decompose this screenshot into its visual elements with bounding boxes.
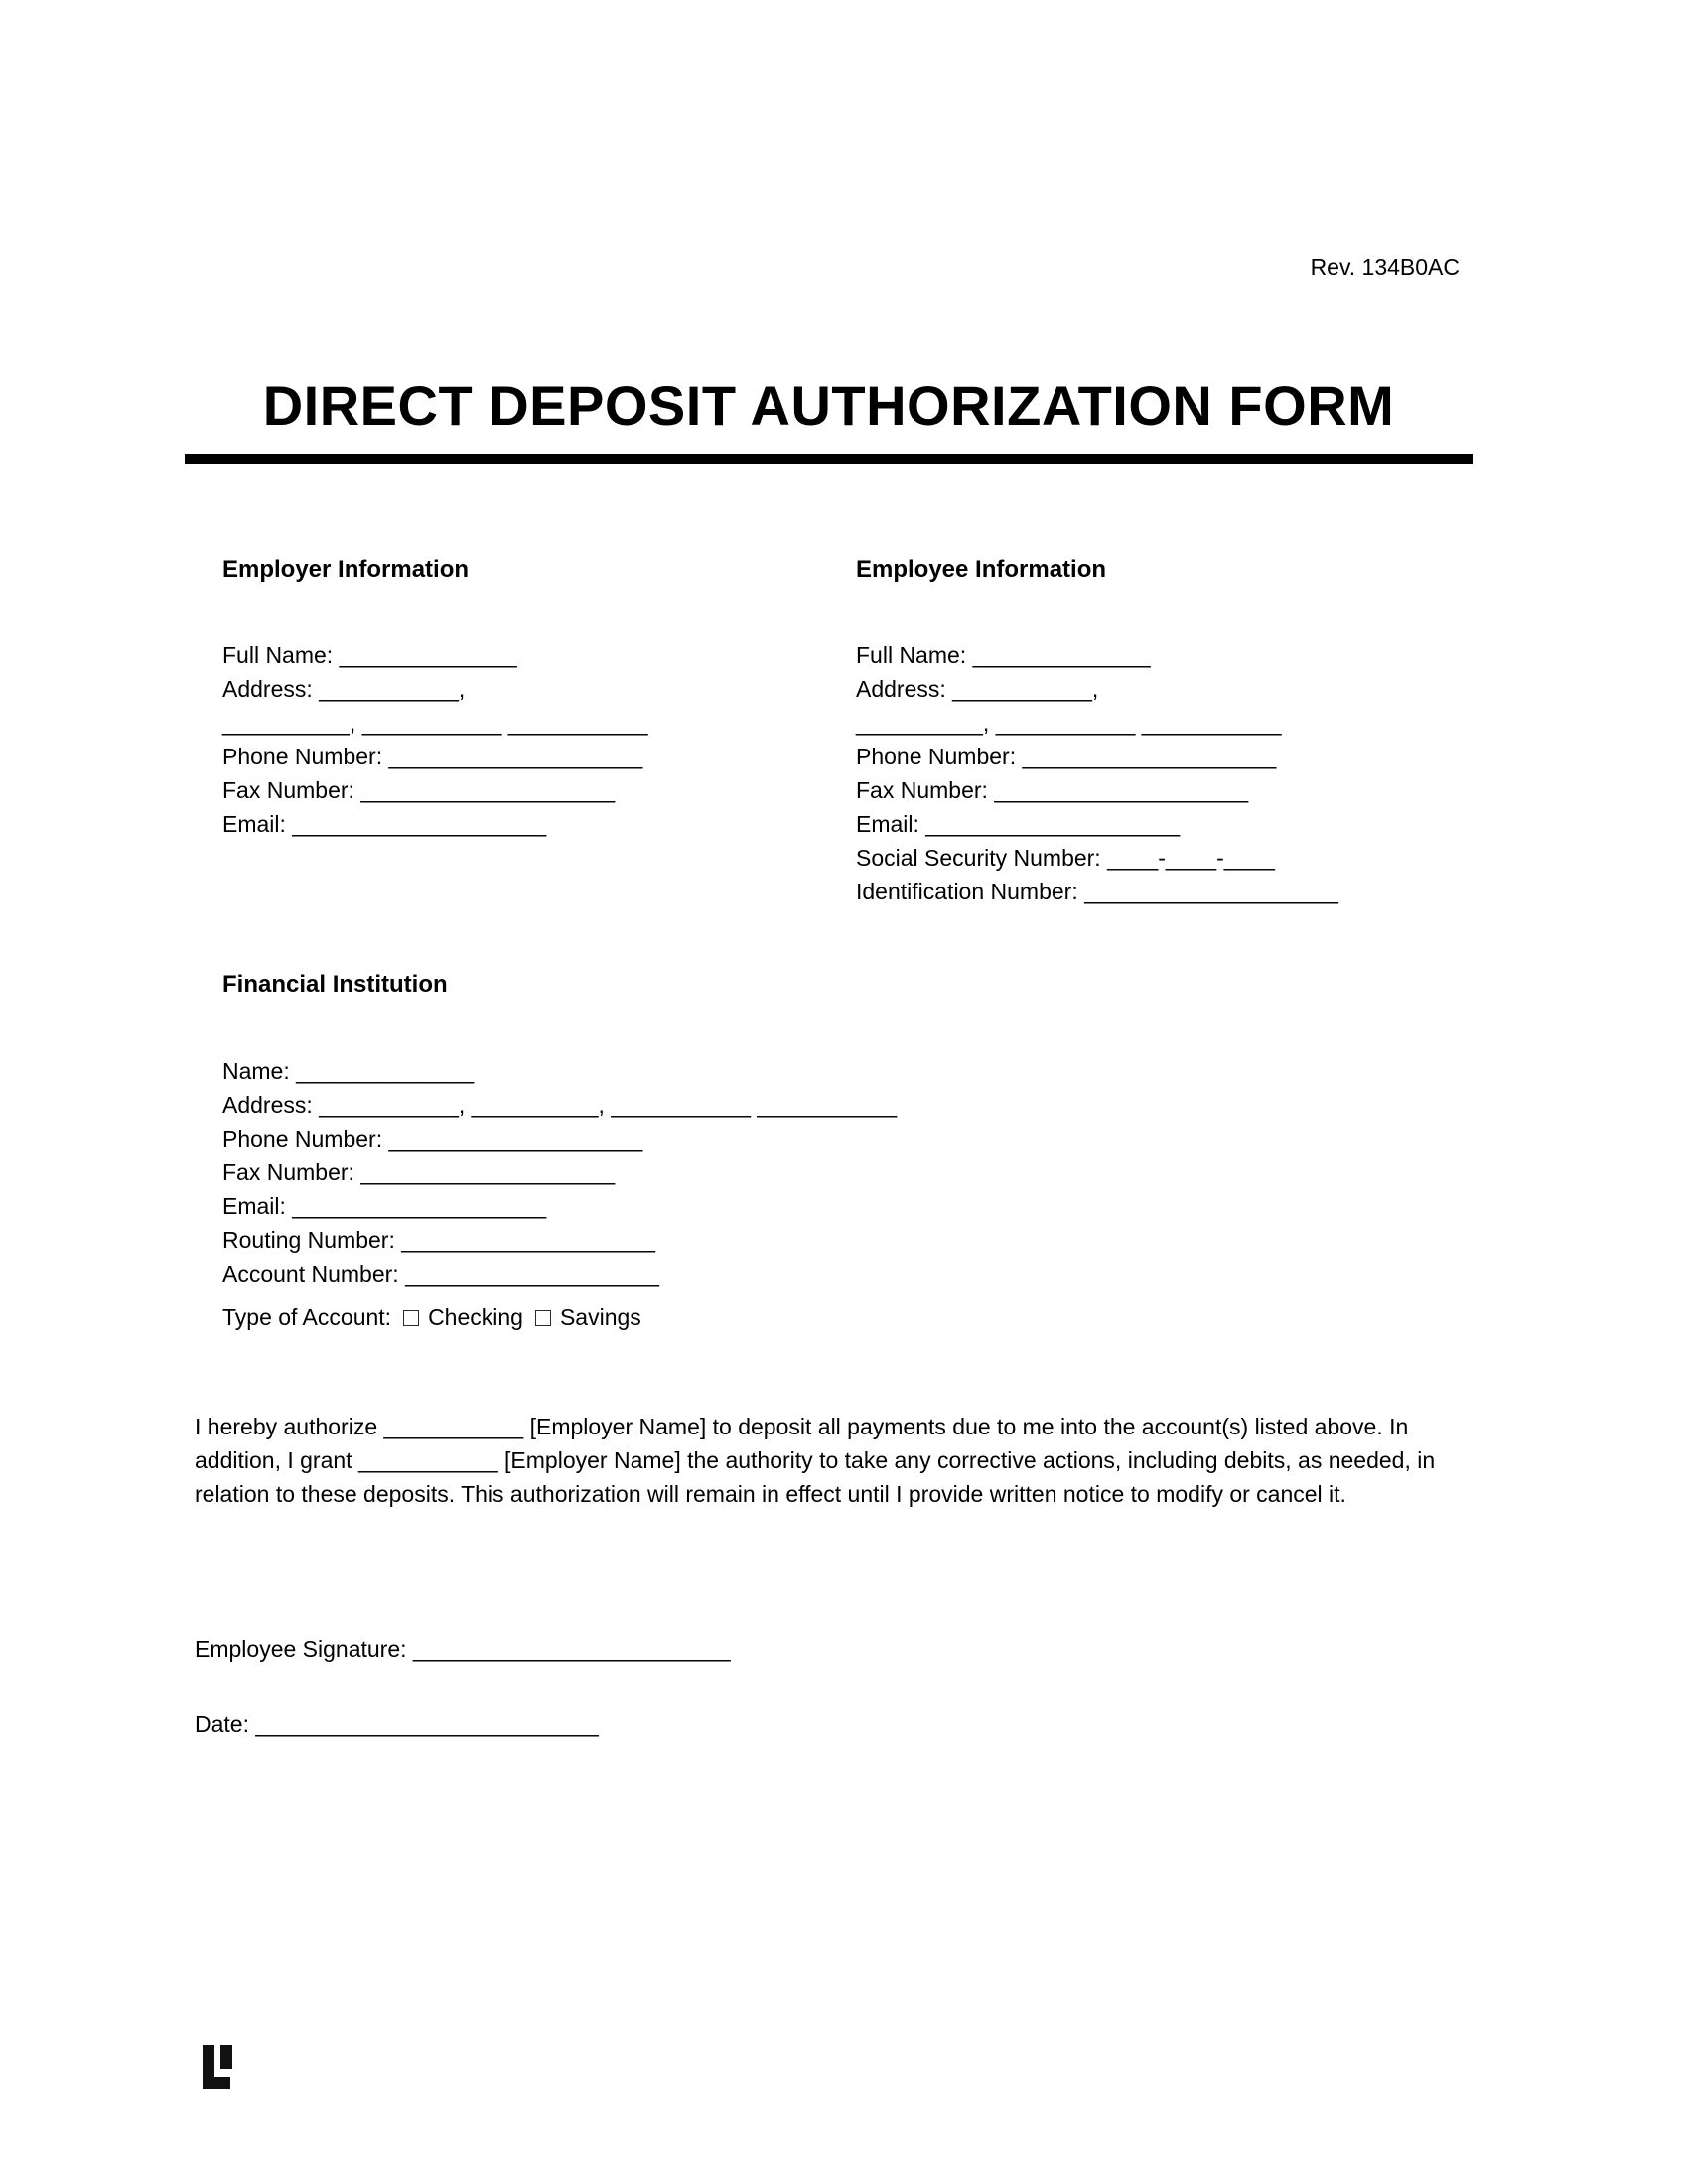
financial-email-line: Email: ____________________	[222, 1193, 547, 1219]
checking-option-label: Checking	[428, 1304, 523, 1330]
employee-info-block	[856, 638, 1338, 908]
employer-info-block	[222, 638, 648, 841]
document-header	[185, 373, 1473, 464]
financial-routing-number-line: Routing Number: ____________________	[222, 1227, 656, 1253]
financial-info-block	[222, 1054, 897, 1334]
financial-address-line: Address: ___________, __________, ___________ ___________	[222, 1092, 898, 1118]
employer-fax-line: Fax Number: ____________________	[222, 777, 616, 803]
employer-email-line: Email: ____________________	[222, 811, 547, 837]
employee-ssn-line: Social Security Number: ____-____-____	[856, 845, 1275, 871]
page-title: DIRECT DEPOSIT AUTHORIZATION FORM	[262, 374, 1395, 437]
employee-id-number-line: Identification Number: ____________________	[856, 879, 1338, 904]
financial-phone-line: Phone Number: ____________________	[222, 1126, 643, 1152]
employer-phone-line: Phone Number: ____________________	[222, 744, 643, 769]
financial-section-heading: Financial Institution	[222, 971, 448, 998]
employee-full-name-line: Full Name: ______________	[856, 642, 1151, 668]
account-type-label: Type of Account:	[222, 1304, 392, 1330]
employer-address-line-2: __________, ___________ ___________	[222, 710, 648, 736]
financial-name-line: Name: ______________	[222, 1058, 475, 1084]
authorization-paragraph: I hereby authorize ___________ [Employer Name] to deposit all payments due to me into the account(s) listed above. In addition, I grant ___________ [Employer Name] the authority to take any corrective actions, including debits, as needed, in relation to these deposits. This authorization will remain in effect until I provide written notice to modify or cancel it.	[195, 1414, 1436, 1507]
employer-full-name-line: Full Name: ______________	[222, 642, 517, 668]
employee-email-line: Email: ____________________	[856, 811, 1181, 837]
employee-address-line: Address: ___________,	[856, 676, 1099, 702]
employer-section-heading: Employer Information	[222, 556, 470, 583]
checking-checkbox[interactable]	[403, 1310, 419, 1326]
employee-signature-line: Employee Signature: _________________________	[195, 1636, 731, 1662]
financial-fax-line: Fax Number: ____________________	[222, 1160, 616, 1185]
account-type-row	[222, 1300, 897, 1334]
employee-phone-line: Phone Number: ____________________	[856, 744, 1277, 769]
legal-templates-logo-icon	[199, 2041, 246, 2093]
date-line: Date: ___________________________	[195, 1711, 599, 1737]
title-divider	[185, 454, 1473, 464]
revision-label: Rev. 134B0AC	[1310, 254, 1460, 280]
savings-option-label: Savings	[559, 1304, 641, 1330]
savings-checkbox[interactable]	[535, 1310, 551, 1326]
financial-account-number-line: Account Number: ____________________	[222, 1261, 659, 1287]
employee-fax-line: Fax Number: ____________________	[856, 777, 1249, 803]
employer-address-line: Address: ___________,	[222, 676, 466, 702]
employee-address-line-2: __________, ___________ ___________	[856, 710, 1282, 736]
employee-section-heading: Employee Information	[856, 556, 1107, 583]
